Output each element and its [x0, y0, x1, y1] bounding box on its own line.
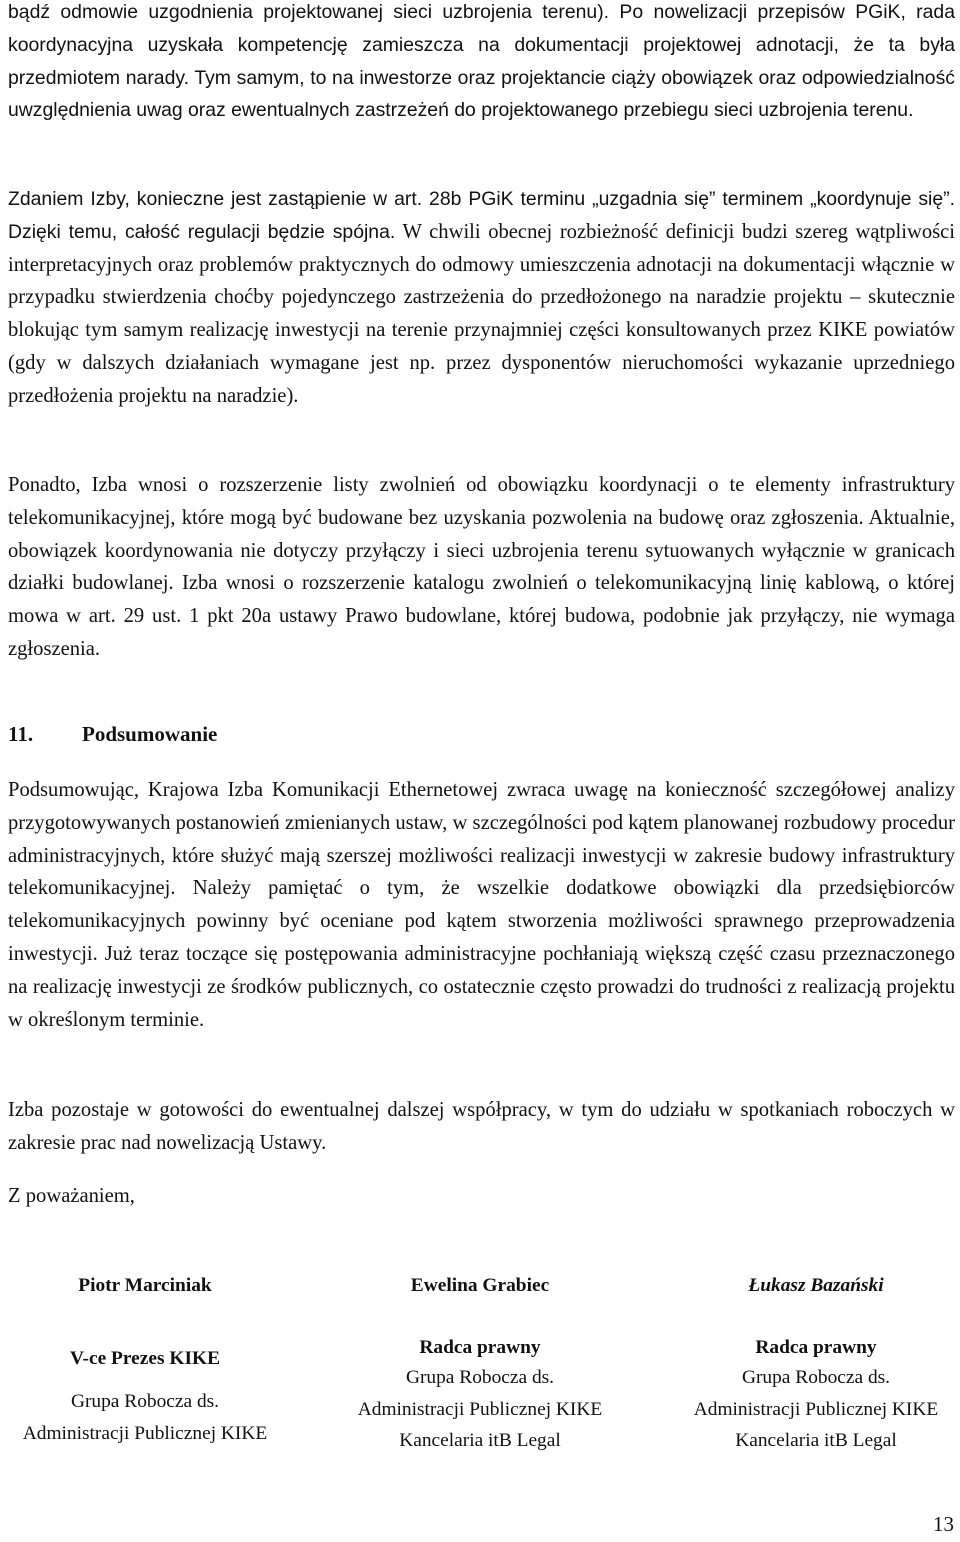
paragraph-cooperation: Izba pozostaje w gotowości do ewentualnej dalszej współpracy, w tym do udziału w spotkaniach roboczych w zakresie prac nad nowelizacją Ustawy. — [8, 1099, 955, 1154]
signatory-organization: Administracji Publicznej KIKE — [22, 1422, 268, 1444]
signatory-firm: Kancelaria itB Legal — [399, 1430, 561, 1451]
signatory-organization: Administracji Publicznej KIKE — [357, 1398, 603, 1420]
paragraph-text-serif: bądź odmowie uzgodnienia projektowanej sieci uzbrojenia terenu). Po nowelizacji przepisów PGiK, rada koordynacyjna uzyskała kompetencję zamieszcza na dokumentacji projektowej adnotacji, że ta była przedmiotem narady. — [8, 1, 955, 89]
signatory-role: Radca prawny — [755, 1337, 877, 1358]
section-heading — [8, 722, 217, 747]
signatory-name: Piotr Marciniak — [78, 1275, 212, 1296]
signatory-group: Grupa Robocza ds. — [741, 1367, 891, 1388]
signatory-role: V-ce Prezes KIKE — [69, 1348, 221, 1369]
paragraph-chamber-opinion — [8, 183, 955, 413]
paragraph-summary: Podsumowując, Krajowa Izba Komunikacji Ethernetowej zwraca uwagę na konieczność szczegółowej analizy przygotowywanych postanowień zmienianych ustaw, w szczególności pod kątem planowanej rozbudowy procedur administracyjnych, które służyć mają szerszej możliwości realizacji inwestycji w zakresie budowy infrastruktury telekomunikacyjnej. Należy pamiętać o tym, że wszelkie dodatkowe obowiązki dla przedsiębiorców telekomunikacyjnych powinny być oceniane pod kątem stworzenia możliwości sprawnego przeprowadzenia inwestycji. Już teraz toczące się postępowania administracyjne pochłaniają większą część czasu przeznaczonego na realizację inwestycji ze środków publicznych, co ostatecznie często prowadzi do trudności z realizacją projektu w określonym terminie. — [8, 779, 955, 1031]
signatory-name: Ewelina Grabiec — [410, 1275, 550, 1296]
signatory-group: Grupa Robocza ds. — [70, 1391, 220, 1412]
signatory-firm: Kancelaria itB Legal — [735, 1430, 897, 1451]
paragraph-text-sans: Zdaniem Izby, konieczne jest zastąpienie w art. 28b PGiK terminu „uzgadnia się” terminem „koordynuje się”. Dzięki temu, całość regulacji będzie spójna. — [8, 188, 955, 243]
signatory-role: Radca prawny — [419, 1337, 541, 1358]
section-number: 11. — [8, 722, 34, 746]
signatory-3 — [668, 1271, 960, 1457]
paragraph-coordination-rules — [8, 0, 955, 127]
closing-salutation: Z poważaniem, — [8, 1185, 135, 1207]
signatory-1 — [0, 1271, 290, 1449]
paragraph-text-sans: Tym samym, to na inwestorze oraz projektancie ciąży obowiązek oraz odpowiedzialność uwzględnienia uwag oraz ewentualnych zastrzeżeń do projektowanego przebiegu sieci uzbrojenia terenu. — [8, 66, 955, 122]
paragraph-exemptions: Ponadto, Izba wnosi o rozszerzenie listy zwolnień od obowiązku koordynacji o te elementy infrastruktury telekomunikacyjnej, które mogą być budowane bez uzyskania pozwolenia na budowę oraz zgłoszenia. Aktualnie, obowiązek koordynowania nie dotyczy przyłączy i sieci uzbrojenia terenu sytuowanych wyłącznie w granicach działki budowlanej. Izba wnosi o rozszerzenie katalogu zwolnień o telekomunikacyjną linię kablową, o której mowa w art. 29 ust. 1 pkt 20a ustawy Prawo budowlane, której budowa, podobnie jak przyłączy, nie wymaga zgłoszenia. — [8, 474, 955, 660]
section-title: Podsumowanie — [82, 722, 218, 746]
paragraph-text-serif: W chwili obecnej rozbieżność definicji budzi szereg wątpliwości interpretacyjnych oraz problemów praktycznych do odmowy umieszczenia adnotacji na dokumentacji włącznie w przypadku stwierdzenia choćby pojedynczego zastrzeżenia do przedłożonego na naradzie projektu – skutecznie blokując tym samym realizację inwestycji na terenie przynajmniej części konsultowanych przez KIKE powiatów (gdy w dalszych działaniach wymagane jest np. przez dysponentów nieruchomości wykazanie uprzedniego przedłożenia projektu na naradzie). — [8, 220, 955, 407]
page-number: 13 — [933, 1512, 954, 1536]
signatory-group: Grupa Robocza ds. — [405, 1367, 555, 1388]
signatory-name: Łukasz Bazański — [748, 1275, 884, 1296]
signatory-organization: Administracji Publicznej KIKE — [693, 1398, 939, 1420]
signatory-2 — [332, 1271, 628, 1457]
